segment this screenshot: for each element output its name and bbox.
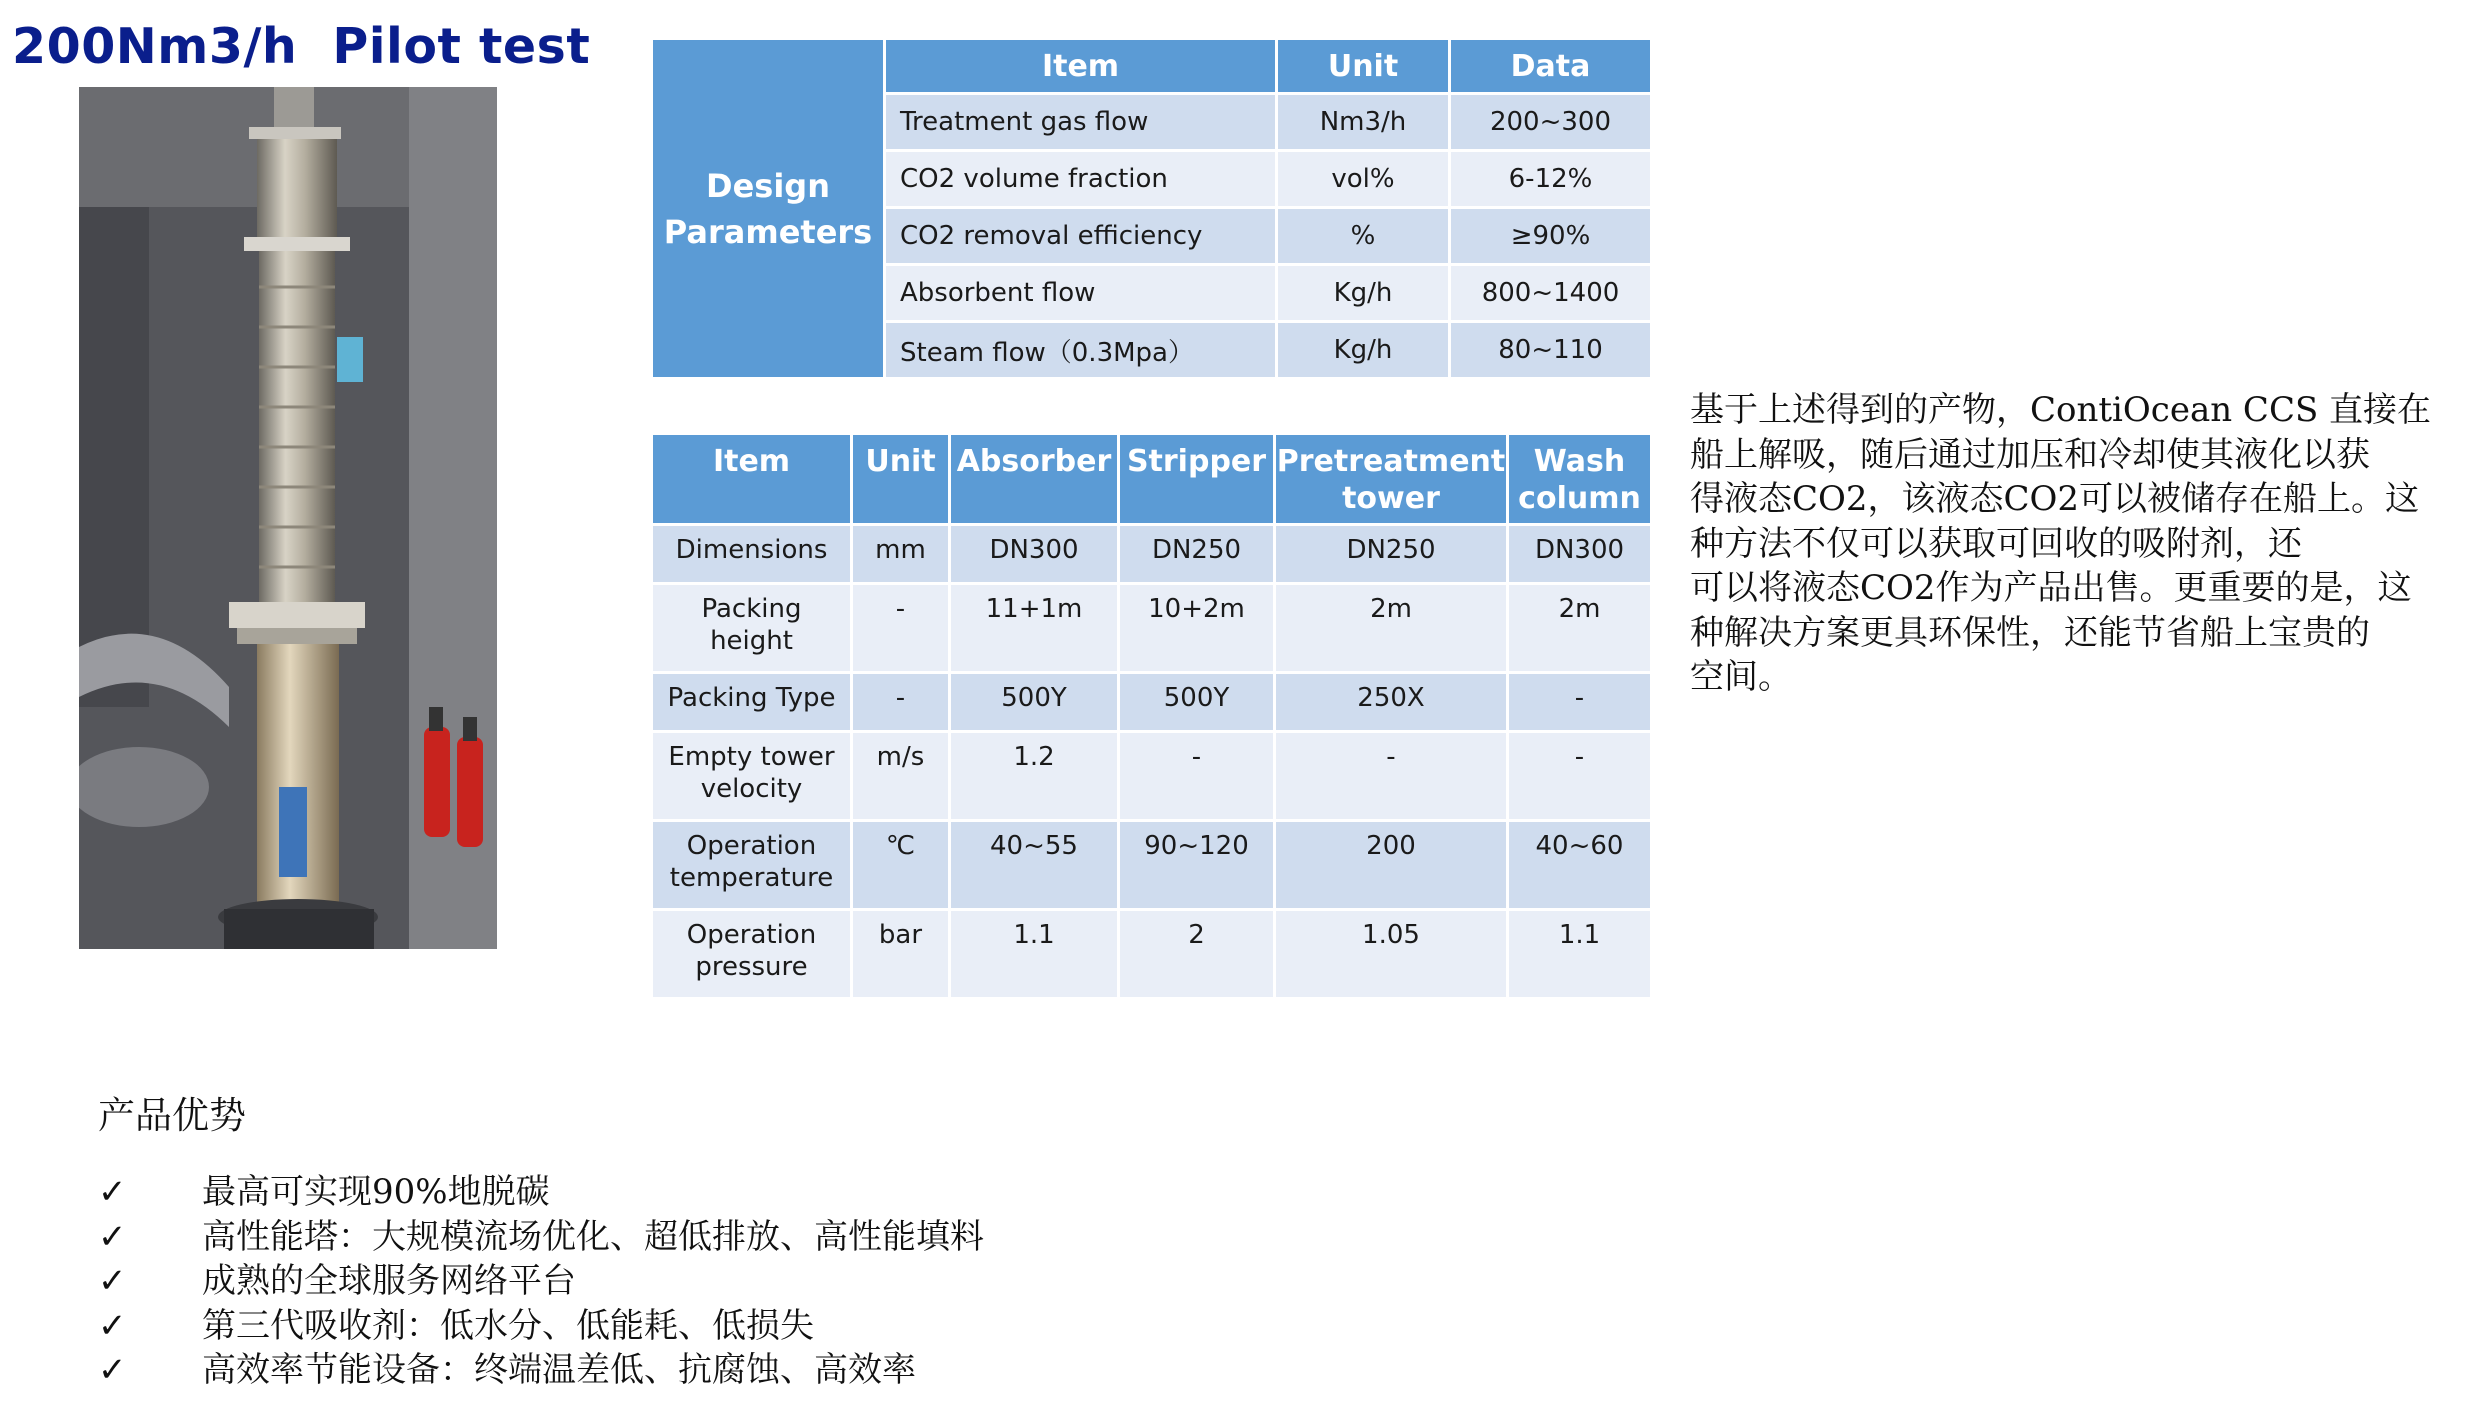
- row-unit: mm: [852, 525, 950, 584]
- row-item: Dimensions: [652, 525, 852, 584]
- row-item: Empty tower velocity: [652, 732, 852, 821]
- row-value: -: [1119, 732, 1275, 821]
- advantage-item: [98, 1215, 984, 1260]
- advantage-item: [98, 1304, 984, 1349]
- design-parameters-table: [650, 37, 1653, 380]
- advantage-text: 最高可实现90%地脱碳: [202, 1172, 550, 1212]
- row-value: 1.2: [950, 732, 1119, 821]
- description-line: 种解决方案更具环保性，还能节省船上宝贵的: [1690, 612, 2370, 653]
- row-value: 500Y: [950, 673, 1119, 732]
- table-row: [652, 732, 1652, 821]
- column-header-unit: Unit: [852, 434, 950, 525]
- parameter-name: Absorbent flow: [885, 265, 1277, 322]
- column-header-item: Item: [885, 39, 1277, 94]
- parameter-value: 6-12%: [1450, 151, 1652, 208]
- row-value: 2m: [1508, 584, 1652, 673]
- row-unit: -: [852, 673, 950, 732]
- row-value: 1.05: [1275, 910, 1508, 999]
- table-row: [652, 910, 1652, 999]
- row-value: 10+2m: [1119, 584, 1275, 673]
- description-line: 种方法不仅可以获取可回收的吸附剂，还: [1690, 523, 2302, 564]
- advantage-item: [98, 1259, 984, 1304]
- table-row: [652, 584, 1652, 673]
- description-line: 得液态CO2，该液态CO2可以被储存在船上。这: [1690, 479, 2420, 519]
- row-value: 40~55: [950, 821, 1119, 910]
- advantage-text: 高效率节能设备：终端温差低、抗腐蚀、高效率: [202, 1350, 916, 1390]
- row-value: DN250: [1119, 525, 1275, 584]
- description-line: 空间。: [1690, 657, 1792, 697]
- check-icon: ✓: [98, 1172, 127, 1212]
- row-value: 2: [1119, 910, 1275, 999]
- parameter-name: Treatment gas flow: [885, 94, 1277, 151]
- advantage-text: 成熟的全球服务网络平台: [202, 1261, 576, 1301]
- parameter-unit: Kg/h: [1277, 265, 1450, 322]
- column-header-stripper: Stripper: [1119, 434, 1275, 525]
- row-value: DN300: [950, 525, 1119, 584]
- row-value: DN250: [1275, 525, 1508, 584]
- row-item: Packing Type: [652, 673, 852, 732]
- row-unit: -: [852, 584, 950, 673]
- row-value: DN300: [1508, 525, 1652, 584]
- advantage-item: [98, 1170, 984, 1215]
- parameter-name: CO2 volume fraction: [885, 151, 1277, 208]
- row-value: -: [1508, 732, 1652, 821]
- parameter-value: 800~1400: [1450, 265, 1652, 322]
- parameter-unit: %: [1277, 208, 1450, 265]
- description-line: 船上解吸，随后通过加压和冷却使其液化以获: [1690, 434, 2370, 475]
- row-item: Operation temperature: [652, 821, 852, 910]
- column-header-pretreatment-tower: Pretreatment tower: [1275, 434, 1508, 525]
- description-line: 基于上述得到的产物，ContiOcean CCS 直接在: [1690, 390, 2432, 430]
- parameter-value: 80~110: [1450, 322, 1652, 379]
- table-row: [652, 821, 1652, 910]
- page-title: 200Nm3/h Pilot test: [12, 18, 591, 75]
- column-header-wash-column: Wash column: [1508, 434, 1652, 525]
- parameter-name: Steam flow（0.3Mpa）: [885, 322, 1277, 379]
- row-value: 1.1: [1508, 910, 1652, 999]
- column-header-absorber: Absorber: [950, 434, 1119, 525]
- row-value: 40~60: [1508, 821, 1652, 910]
- column-header-item: Item: [652, 434, 852, 525]
- column-header-data: Data: [1450, 39, 1652, 94]
- table-row: [652, 525, 1652, 584]
- parameter-name: CO2 removal efficiency: [885, 208, 1277, 265]
- parameter-value: ≥90%: [1450, 208, 1652, 265]
- parameter-unit: vol%: [1277, 151, 1450, 208]
- row-value: 500Y: [1119, 673, 1275, 732]
- advantage-text: 第三代吸收剂：低水分、低能耗、低损失: [202, 1305, 814, 1346]
- row-unit: bar: [852, 910, 950, 999]
- advantage-item: [98, 1348, 984, 1393]
- advantage-text: 高性能塔：大规模流场优化、超低排放、高性能填料: [202, 1216, 984, 1257]
- check-icon: ✓: [98, 1305, 127, 1346]
- parameter-unit: Nm3/h: [1277, 94, 1450, 151]
- description-line: 可以将液态CO2作为产品出售。更重要的是，这: [1690, 568, 2412, 608]
- row-unit: ℃: [852, 821, 950, 910]
- row-value: 90~120: [1119, 821, 1275, 910]
- row-value: 2m: [1275, 584, 1508, 673]
- parameter-unit: Kg/h: [1277, 322, 1450, 379]
- parameter-value: 200~300: [1450, 94, 1652, 151]
- row-unit: m/s: [852, 732, 950, 821]
- pilot-column-photo: [79, 87, 497, 949]
- equipment-table: [650, 432, 1653, 1000]
- row-value: -: [1275, 732, 1508, 821]
- advantages-title: 产品优势: [98, 1094, 246, 1137]
- check-icon: ✓: [98, 1216, 127, 1257]
- advantages-list: [98, 1170, 984, 1393]
- row-item: Packing height: [652, 584, 852, 673]
- table-row: [652, 673, 1652, 732]
- check-icon: ✓: [98, 1350, 127, 1390]
- description-paragraph: [1690, 388, 2460, 700]
- row-value: 11+1m: [950, 584, 1119, 673]
- row-value: 250X: [1275, 673, 1508, 732]
- check-icon: ✓: [98, 1261, 127, 1301]
- row-value: -: [1508, 673, 1652, 732]
- row-item: Operation pressure: [652, 910, 852, 999]
- row-value: 1.1: [950, 910, 1119, 999]
- row-value: 200: [1275, 821, 1508, 910]
- column-header-unit: Unit: [1277, 39, 1450, 94]
- design-parameters-header: Design Parameters: [652, 39, 885, 379]
